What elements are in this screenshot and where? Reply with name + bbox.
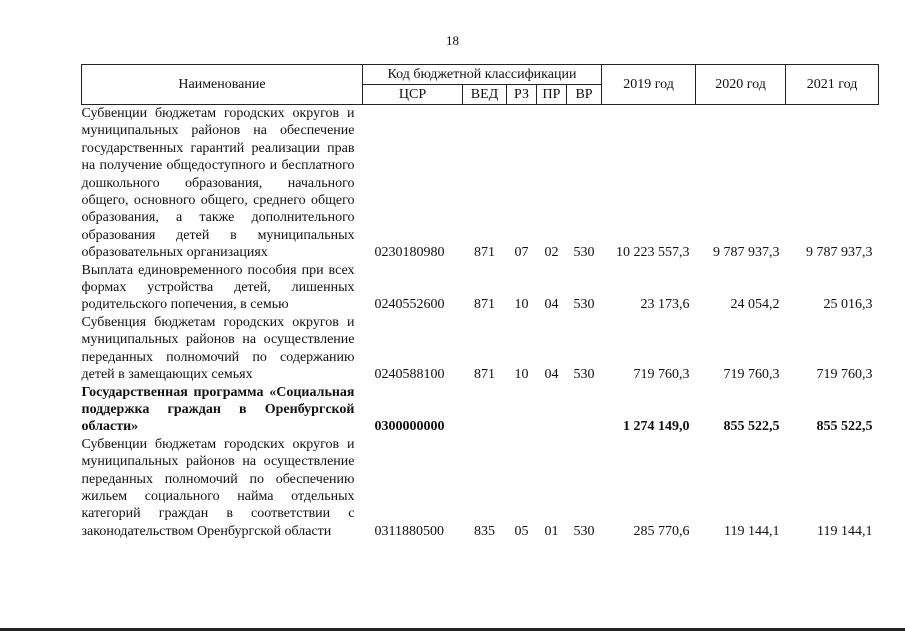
row-rz	[507, 384, 537, 436]
row-name: Выплата единовременного пособия при всех формах устройства детей, лишенных родительского попечения, в семью	[81, 262, 355, 313]
row-ved: 871	[474, 297, 495, 313]
header-name: Наименование	[82, 65, 363, 105]
header-vr: ВР	[567, 85, 602, 105]
row-rz: 05	[514, 523, 529, 539]
row-amount-2020: 855 522,5	[723, 419, 780, 435]
row-ved: 871	[474, 245, 495, 261]
header-rz: РЗ	[507, 85, 537, 105]
row-ved: 835	[474, 523, 495, 539]
row-rz: 10	[514, 367, 529, 383]
row-pr: 04	[544, 297, 559, 313]
row-amount-2019: 719 760,3	[633, 367, 690, 383]
table-row	[82, 262, 879, 314]
table-row	[82, 105, 879, 262]
row-pr	[537, 384, 567, 436]
row-name: Субвенции бюджетам городских округов и муниципальных районов на обеспечение государственных гарантий реализации прав на получение общедоступного и бесплатного дошкольного образования, начального общего, основного общего, среднего общего образования, а также дополнительного образования детей в муниципальных образовательных организациях	[81, 106, 355, 261]
row-amount-2019: 10 223 557,3	[616, 245, 690, 261]
budget-table-wrapper	[81, 64, 878, 540]
row-amount-2020: 9 787 937,3	[713, 245, 780, 261]
row-ved	[463, 384, 507, 436]
row-csr: 0240552600	[374, 297, 445, 313]
header-csr: ЦСР	[363, 85, 463, 105]
row-name: Государственная программа «Социальная поддержка граждан в Оренбургской области»	[81, 384, 355, 435]
row-rz: 07	[514, 245, 529, 261]
table-row-program	[82, 384, 879, 436]
row-name: Субвенция бюджетам городских округов и муниципальных районов на осуществление переданных полномочий по содержанию детей в замещающих семьях	[81, 314, 355, 383]
row-csr: 0300000000	[374, 419, 445, 435]
row-amount-2020: 24 054,2	[730, 297, 780, 313]
row-amount-2020: 119 144,1	[724, 523, 780, 539]
row-pr: 01	[544, 523, 559, 539]
budget-table	[81, 64, 879, 540]
row-rz: 10	[514, 297, 529, 313]
row-amount-2021: 25 016,3	[823, 297, 873, 313]
header-ved: ВЕД	[463, 85, 507, 105]
row-pr: 02	[544, 245, 559, 261]
header-year-2021: 2021 год	[786, 65, 879, 105]
row-amount-2021: 119 144,1	[817, 523, 873, 539]
row-vr: 530	[573, 523, 595, 539]
row-amount-2020: 719 760,3	[723, 367, 780, 383]
row-vr: 530	[573, 297, 595, 313]
header-pr: ПР	[537, 85, 567, 105]
row-csr: 0311880500	[374, 523, 444, 539]
row-vr: 530	[573, 367, 595, 383]
row-csr: 0240588100	[374, 367, 445, 383]
row-amount-2019: 1 274 149,0	[623, 419, 690, 435]
table-row	[82, 314, 879, 384]
row-amount-2021: 9 787 937,3	[806, 245, 873, 261]
header-year-2020: 2020 год	[696, 65, 786, 105]
row-ved: 871	[474, 367, 495, 383]
table-body	[82, 105, 879, 541]
row-pr: 04	[544, 367, 559, 383]
page-number: 18	[446, 33, 459, 48]
header-year-2019: 2019 год	[602, 65, 696, 105]
row-amount-2021: 855 522,5	[816, 419, 873, 435]
row-amount-2019: 285 770,6	[633, 523, 690, 539]
row-name: Субвенции бюджетам городских округов и муниципальных районов на осуществление переданных полномочий по обеспечению жильем социального найма отдельных категорий граждан в соответствии с законодательством Оренбургской области	[81, 436, 355, 539]
table-row	[82, 436, 879, 540]
page-bottom-rule	[0, 628, 905, 631]
row-amount-2019: 23 173,6	[640, 297, 690, 313]
row-amount-2021: 719 760,3	[816, 367, 873, 383]
row-vr: 530	[573, 245, 595, 261]
row-vr	[567, 384, 602, 436]
row-csr: 0230180980	[374, 245, 445, 261]
header-classification: Код бюджетной классификации	[363, 65, 602, 85]
table-header	[82, 65, 879, 105]
